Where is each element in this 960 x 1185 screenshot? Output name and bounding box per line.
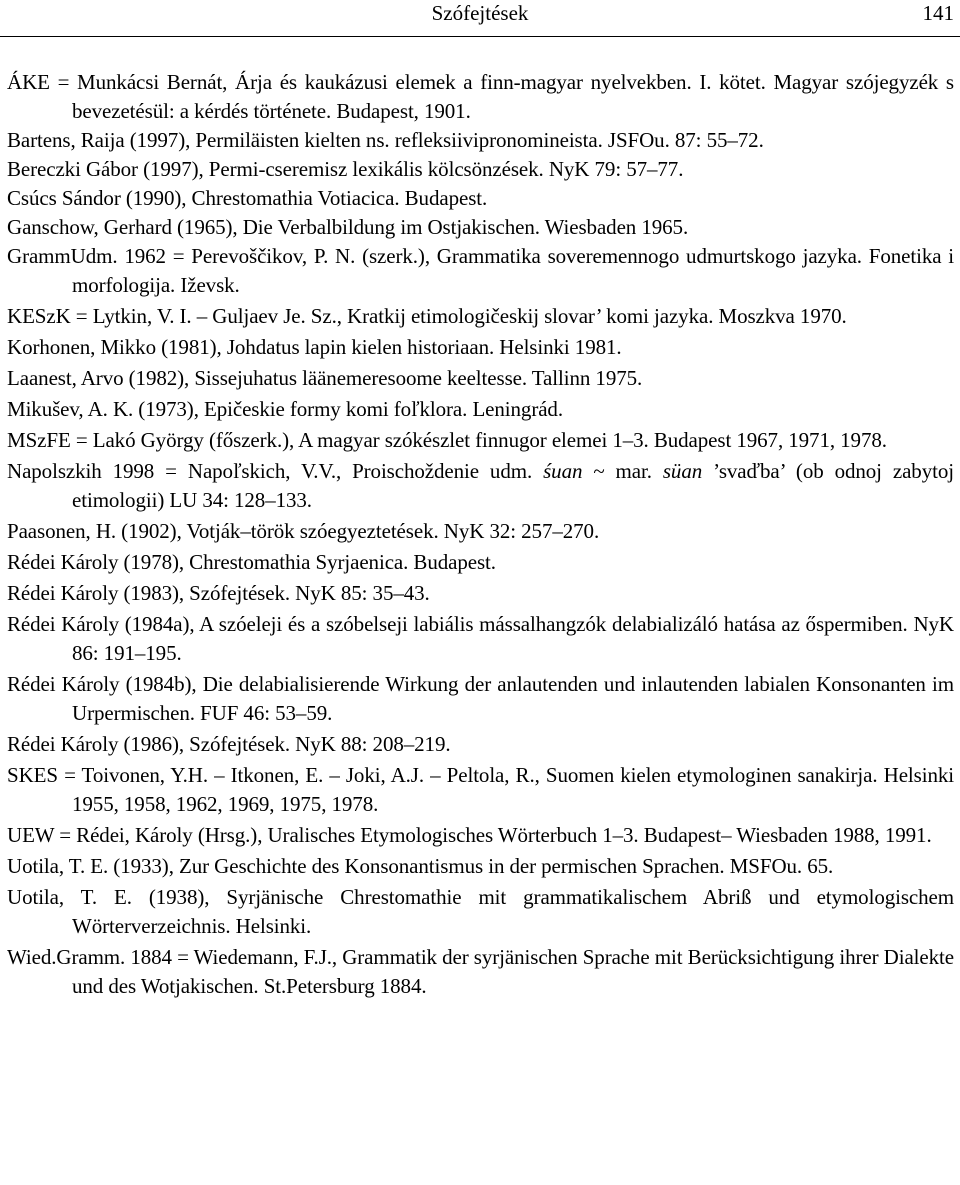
reference-list (7, 68, 954, 1003)
reference-entry-redei-1986: Rédei Károly (1986), Szófejtések. NyK 88: 208‒219. (7, 732, 451, 756)
reference-entry-grammudm-1962: GrammUdm. 1962 = Perevoščikov, P. N. (szerk.), Grammatika soveremennogo udmurtskogo jazyka. Fonetika i morfologija. Iževsk. (7, 244, 954, 297)
reference-entry-skes: SKES = Toivonen, Y.H. ‒ Itkonen, E. ‒ Joki, A.J. ‒ Peltola, R., Suomen kielen etymologinen sanakirja. Helsinki 1955, 1958, 1962, 1969, 1975, 1978. (7, 763, 954, 816)
reference-entry-redei-1983: Rédei Károly (1983), Szófejtések. NyK 85: 35‒43. (7, 581, 430, 605)
reference-entry-laanest-1982: Laanest, Arvo (1982), Sissejuhatus läänemeresoome keeltesse. Tallinn 1975. (7, 366, 643, 390)
reference-entry-korhonen-1981: Korhonen, Mikko (1981), Johdatus lapin kielen historiaan. Helsinki 1981. (7, 335, 622, 359)
reference-entry-mszfe: MSzFE = Lakó György (főszerk.), A magyar szókészlet finnugor elemei 1‒3. Budapest 1967, 1971, 1978. (7, 428, 887, 452)
reference-entry-ganschow-1965: Ganschow, Gerhard (1965), Die Verbalbildung im Ostjakischen. Wiesbaden 1965. (7, 215, 689, 239)
reference-entry-ake: ÁKE = Munkácsi Bernát, Árja és kaukázusi elemek a finn-magyar nyelvekben. I. kötet. Magyar szójegyzék s bevezetésül: a kérdés története. Budapest, 1901. (7, 70, 954, 123)
reference-entry-keszk: KESzK = Lytkin, V. I. ‒ Guljaev Je. Sz., Kratkij etimologičeskij slovar’ komi jazyka. Moszkva 1970. (7, 304, 847, 328)
page-number: 141 (922, 1, 954, 25)
running-title: Szófejtések (431, 1, 529, 25)
reference-text-part: ’svaďba’ (ob odnoj zabytoj etimologii) LU 34: 128‒133. (72, 459, 954, 512)
reference-entry-napolszkih-1998 (7, 457, 954, 515)
reference-italic-term: śuan (543, 459, 583, 483)
reference-entry-bereczki-1997: Bereczki Gábor (1997), Permi-cseremisz lexikális kölcsönzések. NyK 79: 57‒77. (7, 157, 684, 181)
reference-text-part: Napolszkih 1998 = Napoľskich, V.V., Proischoždenie udm. (7, 459, 544, 483)
reference-entry-redei-1984b: Rédei Károly (1984b), Die delabialisierende Wirkung der anlautenden und inlautenden labialen Konsonanten im Urpermischen. FUF 46: 53‒59. (7, 672, 954, 725)
reference-text-part: ~ mar. (582, 459, 663, 483)
reference-entry-redei-1978: Rédei Károly (1978), Chrestomathia Syrjaenica. Budapest. (7, 550, 496, 574)
reference-entry-uotila-1938: Uotila, T. E. (1938), Syrjänische Chrestomathie mit grammatikalischem Abriß und etymologischem Wörterverzeichnis. Helsinki. (7, 885, 954, 938)
reference-entry-redei-1984a: Rédei Károly (1984a), A szóeleji és a szóbelseji labiális mássalhangzók delabializáló hatása az őspermiben. NyK 86: 191‒195. (7, 612, 954, 665)
reference-italic-term: süan (662, 459, 703, 483)
reference-entry-mikusev-1973: Mikušev, A. K. (1973), Epičeskie formy komi foľklora. Leningrád. (7, 397, 563, 421)
reference-entry-uotila-1933: Uotila, T. E. (1933), Zur Geschichte des Konsonantismus in der permischen Sprachen. MSFOu. 65. (7, 854, 834, 878)
reference-entry-csucs-1990: Csúcs Sándor (1990), Chrestomathia Votiacica. Budapest. (7, 186, 488, 210)
reference-entry-paasonen-1902: Paasonen, H. (1902), Votják‒török szóegyeztetések. NyK 32: 257‒270. (7, 519, 600, 543)
reference-entry-uew: UEW = Rédei, Károly (Hrsg.), Uralisches Etymologisches Wörterbuch 1‒3. Budapest‒ Wiesbaden 1988, 1991. (7, 823, 932, 847)
reference-entry-wied-gramm-1884: Wied.Gramm. 1884 = Wiedemann, F.J., Grammatik der syrjänischen Sprache mit Berücksichtigung ihrer Dialekte und des Wotjakischen. St.Petersburg 1884. (7, 945, 954, 998)
reference-entry-bartens-1997: Bartens, Raija (1997), Permiläisten kielten ns. refleksiivipronomineista. JSFOu. 87: 55‒72. (7, 128, 764, 152)
page-header (0, 0, 960, 37)
